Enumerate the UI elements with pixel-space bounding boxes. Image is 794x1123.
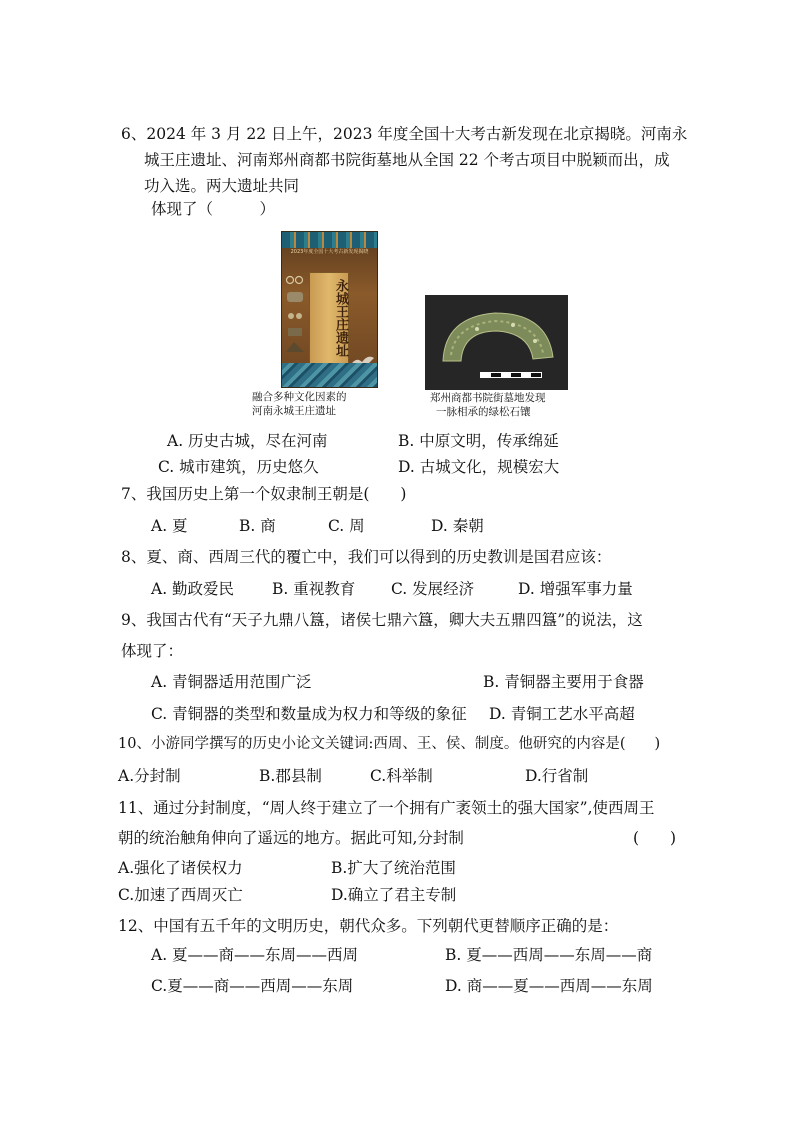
q11-answer-parens: ( )	[633, 829, 677, 847]
scale-bar	[480, 372, 542, 378]
q8-option-a[interactable]: A. 勤政爱民	[151, 580, 235, 598]
q11-option-b[interactable]: B.扩大了统治范围	[331, 859, 456, 877]
q7-stem: 7、我国历史上第一个奴隶制王朝是( )	[121, 485, 407, 503]
q6-option-c[interactable]: C. 城市建筑，历史悠久	[158, 458, 319, 476]
q11-option-a[interactable]: A.强化了诸侯权力	[118, 859, 243, 877]
poster-title: 永城王庄遗址	[333, 279, 348, 357]
q9-option-c[interactable]: C. 青铜器的类型和数量成为权力和等级的象征	[151, 705, 467, 723]
q12-option-b[interactable]: B. 夏——西周——东周——商	[445, 946, 653, 964]
wangzhuang-site-poster-image	[281, 231, 378, 388]
q10-option-b[interactable]: B.郡县制	[259, 767, 322, 785]
poster-wave-border	[282, 363, 377, 387]
q9-option-a[interactable]: A. 青铜器适用范围广泛	[151, 673, 312, 691]
q6-stem-line2: 城王庄遗址、河南郑州商都书院街墓地从全国 22 个考古项目中脱颖而出，成	[144, 151, 670, 169]
q10-option-a[interactable]: A.分封制	[118, 767, 181, 785]
q9-stem-line2: 体现了：	[121, 642, 184, 660]
q8-option-c[interactable]: C. 发展经济	[391, 580, 475, 598]
q9-option-d[interactable]: D. 青铜工艺水平高超	[489, 705, 635, 723]
q10-option-c[interactable]: C.科举制	[370, 767, 433, 785]
q12-option-d[interactable]: D. 商——夏——西周——东周	[445, 977, 653, 995]
q7-option-b[interactable]: B. 商	[239, 517, 276, 535]
q12-option-c[interactable]: C.夏——商——西周——东周	[151, 977, 354, 995]
q9-stem-line1: 9、我国古代有“天子九鼎八簋，诸侯七鼎六簋，卿大夫五鼎四簋”的说法，这	[121, 611, 643, 629]
poster-pattern-band	[282, 232, 377, 248]
right-caption-line1: 郑州商都书院街墓地发现	[430, 392, 546, 404]
q11-option-c[interactable]: C.加速了西周灭亡	[118, 886, 243, 904]
q6-stem-line3: 功入选。两大遗址共同	[144, 177, 300, 195]
q6-option-b[interactable]: B. 中原文明，传承绵延	[398, 432, 559, 450]
q11-stem-line2: 朝的统治触角伸向了遥远的地方。据此可知,分封制	[118, 829, 464, 847]
q7-option-a[interactable]: A. 夏	[151, 517, 188, 535]
q6-option-d[interactable]: D. 古城文化，规模宏大	[398, 458, 560, 476]
q8-option-d[interactable]: D. 增强军事力量	[518, 580, 633, 598]
poster-scroll	[309, 272, 349, 366]
q10-option-d[interactable]: D.行省制	[525, 767, 589, 785]
q12-option-a[interactable]: A. 夏——商——东周——西周	[151, 946, 359, 964]
left-caption-line2: 河南永城王庄遗址	[252, 405, 336, 417]
q7-option-c[interactable]: C. 周	[328, 517, 365, 535]
q11-stem-line1: 11、通过分封制度，“周人终于建立了一个拥有广袤领土的强大国家”,使西周王	[118, 799, 655, 817]
q8-option-b[interactable]: B. 重视教育	[272, 580, 356, 598]
q8-stem: 8、夏、商、西周三代的覆亡中，我们可以得到的历史教训是国君应该：	[121, 548, 612, 566]
q6-stem-line1: 6、2024 年 3 月 22 日上午，2023 年度全国十大考古新发现在北京揭晓。河南永	[121, 125, 688, 143]
q10-stem: 10、小游同学撰写的历史小论文关键词:西周、王、侯、制度。他研究的内容是( )	[118, 736, 661, 752]
left-caption-line1: 融合多种文化因素的	[252, 391, 347, 403]
q6-stem-line4: 体现了（ ）	[151, 200, 276, 218]
poster-header: 2023年度全国十大考古新发现揭晓	[290, 249, 369, 255]
right-caption-line2: 一脉相承的绿松石镶	[436, 406, 531, 418]
q9-option-b[interactable]: B. 青铜器主要用于食器	[483, 673, 644, 691]
q12-stem: 12、中国有五千年的文明历史，朝代众多。下列朝代更替顺序正确的是：	[118, 917, 619, 935]
q11-option-d[interactable]: D.确立了君主专制	[331, 886, 457, 904]
q7-option-d[interactable]: D. 秦朝	[431, 517, 484, 535]
artifact-icons	[284, 272, 306, 362]
q6-option-a[interactable]: A. 历史古城，尽在河南	[167, 432, 328, 450]
